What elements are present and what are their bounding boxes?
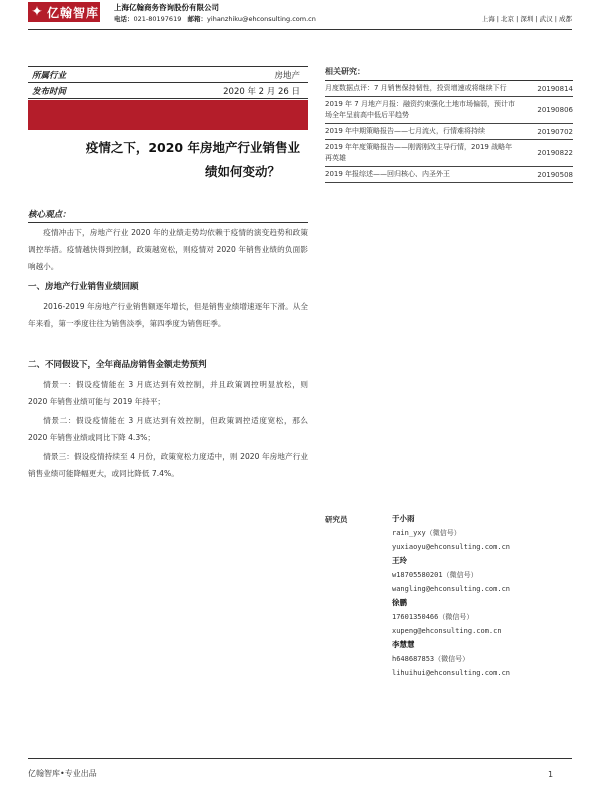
date-value: 2020 年 2 月 26 日 bbox=[223, 86, 300, 97]
related-item-date: 20190822 bbox=[537, 149, 573, 157]
contact-info bbox=[114, 14, 316, 23]
related-item-date: 20190508 bbox=[537, 170, 573, 179]
section-1-heading: 一、房地产行业销售业绩回顾 bbox=[28, 282, 139, 292]
industry-label: 所属行业 bbox=[32, 70, 67, 81]
page-header bbox=[28, 0, 572, 28]
researcher-name: 于小雨 bbox=[392, 514, 415, 523]
researcher-contact: 17601350466（微信号） bbox=[392, 613, 474, 621]
researcher-name: 王玲 bbox=[392, 556, 407, 565]
section-2-heading: 二、不同假设下，全年商品房销售金额走势预判 bbox=[28, 360, 207, 370]
related-item[interactable] bbox=[325, 140, 573, 167]
researcher-contact: w18705580201（微信号） bbox=[392, 571, 478, 579]
related-item[interactable] bbox=[325, 81, 573, 97]
researcher-name: 李慧慧 bbox=[392, 640, 415, 649]
researcher-email[interactable]: yuxiaoyu@ehconsulting.com.cn bbox=[392, 543, 511, 551]
footer-brand: 亿翰智库•专业出品 bbox=[28, 769, 97, 778]
company-logo bbox=[28, 2, 100, 22]
researcher-email[interactable]: lihuihui@ehconsulting.com.cn bbox=[392, 669, 511, 677]
researchers-label: 研究员 bbox=[325, 515, 348, 524]
related-item-date: 20190702 bbox=[537, 127, 573, 136]
report-meta bbox=[28, 66, 308, 99]
report-title bbox=[28, 136, 300, 184]
section-1-text: 2016-2019 年房地产行业销售额逐年增长，但是销售业绩增速逐年下滑。从全年来看，第一季度往往为销售淡季，第四季度为销售旺季。 bbox=[28, 302, 308, 328]
related-research bbox=[325, 66, 573, 183]
related-item[interactable] bbox=[325, 97, 573, 124]
related-item-date: 20190814 bbox=[537, 84, 573, 93]
header-divider bbox=[28, 29, 572, 30]
phone-label: 电话： bbox=[114, 15, 134, 23]
related-item[interactable] bbox=[325, 167, 573, 183]
researcher-email[interactable]: wangling@ehconsulting.com.cn bbox=[392, 585, 511, 593]
researcher-contact: rain_yxy（微信号） bbox=[392, 529, 461, 537]
office-cities: 上海 | 北京 | 深圳 | 武汉 | 成都 bbox=[481, 15, 572, 23]
logo-text: 亿翰智库 bbox=[47, 5, 100, 20]
email-label: 邮箱： bbox=[187, 15, 208, 23]
meta-industry-row bbox=[28, 66, 308, 83]
core-view-text: 疫情冲击下，房地产行业 2020 年的业绩走势均依赖于疫情的演变趋势和政策调控举措。疫情越快得到控制，政策越宽松，则疫情对 2020 年销售业绩的负面影响越小。 bbox=[28, 228, 308, 271]
related-item[interactable] bbox=[325, 124, 573, 140]
company-name: 上海亿翰商务咨询股份有限公司 bbox=[114, 3, 219, 12]
phone-number: 021-80197619 bbox=[133, 15, 182, 23]
logo-mark-icon: ✦ bbox=[31, 4, 43, 20]
related-item-title: 2019 年年度策略报告——刚需刚改主导行情，2019 战略年再英雄 bbox=[325, 143, 513, 162]
email-address[interactable]: yihanzhiku@ehconsulting.com.cn bbox=[207, 15, 316, 23]
core-view-heading: 核心观点： bbox=[28, 208, 308, 223]
related-item-date: 20190806 bbox=[537, 106, 573, 114]
footer-divider bbox=[28, 758, 572, 759]
industry-value: 房地产 bbox=[274, 70, 300, 81]
researchers-list bbox=[392, 512, 572, 680]
researcher-contact: h648687853（微信号） bbox=[392, 655, 470, 663]
researcher-name: 徐鹏 bbox=[392, 598, 407, 607]
related-item-title: 2019 年中期策略报告——七月流火，行情难将持续 bbox=[325, 127, 486, 135]
title-line-1: 疫情之下，2020 年房地产行业销售业 bbox=[85, 140, 300, 155]
page-number: 1 bbox=[548, 770, 554, 779]
scenario-1-text: 情景一：假设疫情能在 3 月底达到有效控制，并且政策调控明显放松，则 2020 年销售业绩可能与 2019 年持平； bbox=[28, 380, 308, 406]
related-item-title: 2019 年 7 月地产月报：融资约束强化土地市场偏弱，预计市场全年呈前高中低后平趋势 bbox=[325, 100, 515, 119]
meta-date-row bbox=[28, 83, 308, 99]
related-item-title: 2019 年报综述——回归核心、内圣外王 bbox=[325, 170, 451, 178]
scenario-3-text: 情景三：假设疫情持续至 4 月份，政策宽松力度适中，则 2020 年房地产行业销售业绩可能降幅更大，或同比降低 7.4%。 bbox=[28, 452, 308, 478]
related-item-title: 月度数据点评：7 月销售保持韧性，投资增速或将继续下行 bbox=[325, 84, 507, 92]
date-label: 发布时间 bbox=[32, 86, 67, 97]
title-line-2: 绩如何变动？ bbox=[204, 164, 280, 179]
title-banner bbox=[28, 100, 308, 130]
related-heading: 相关研究： bbox=[325, 66, 573, 81]
researcher-email[interactable]: xupeng@ehconsulting.com.cn bbox=[392, 627, 502, 635]
scenario-2-text: 情景二：假设疫情能在 3 月底达到有效控制，但政策调控适度宽松，那么 2020 年销售业绩或同比下降 4.3%； bbox=[28, 416, 308, 442]
